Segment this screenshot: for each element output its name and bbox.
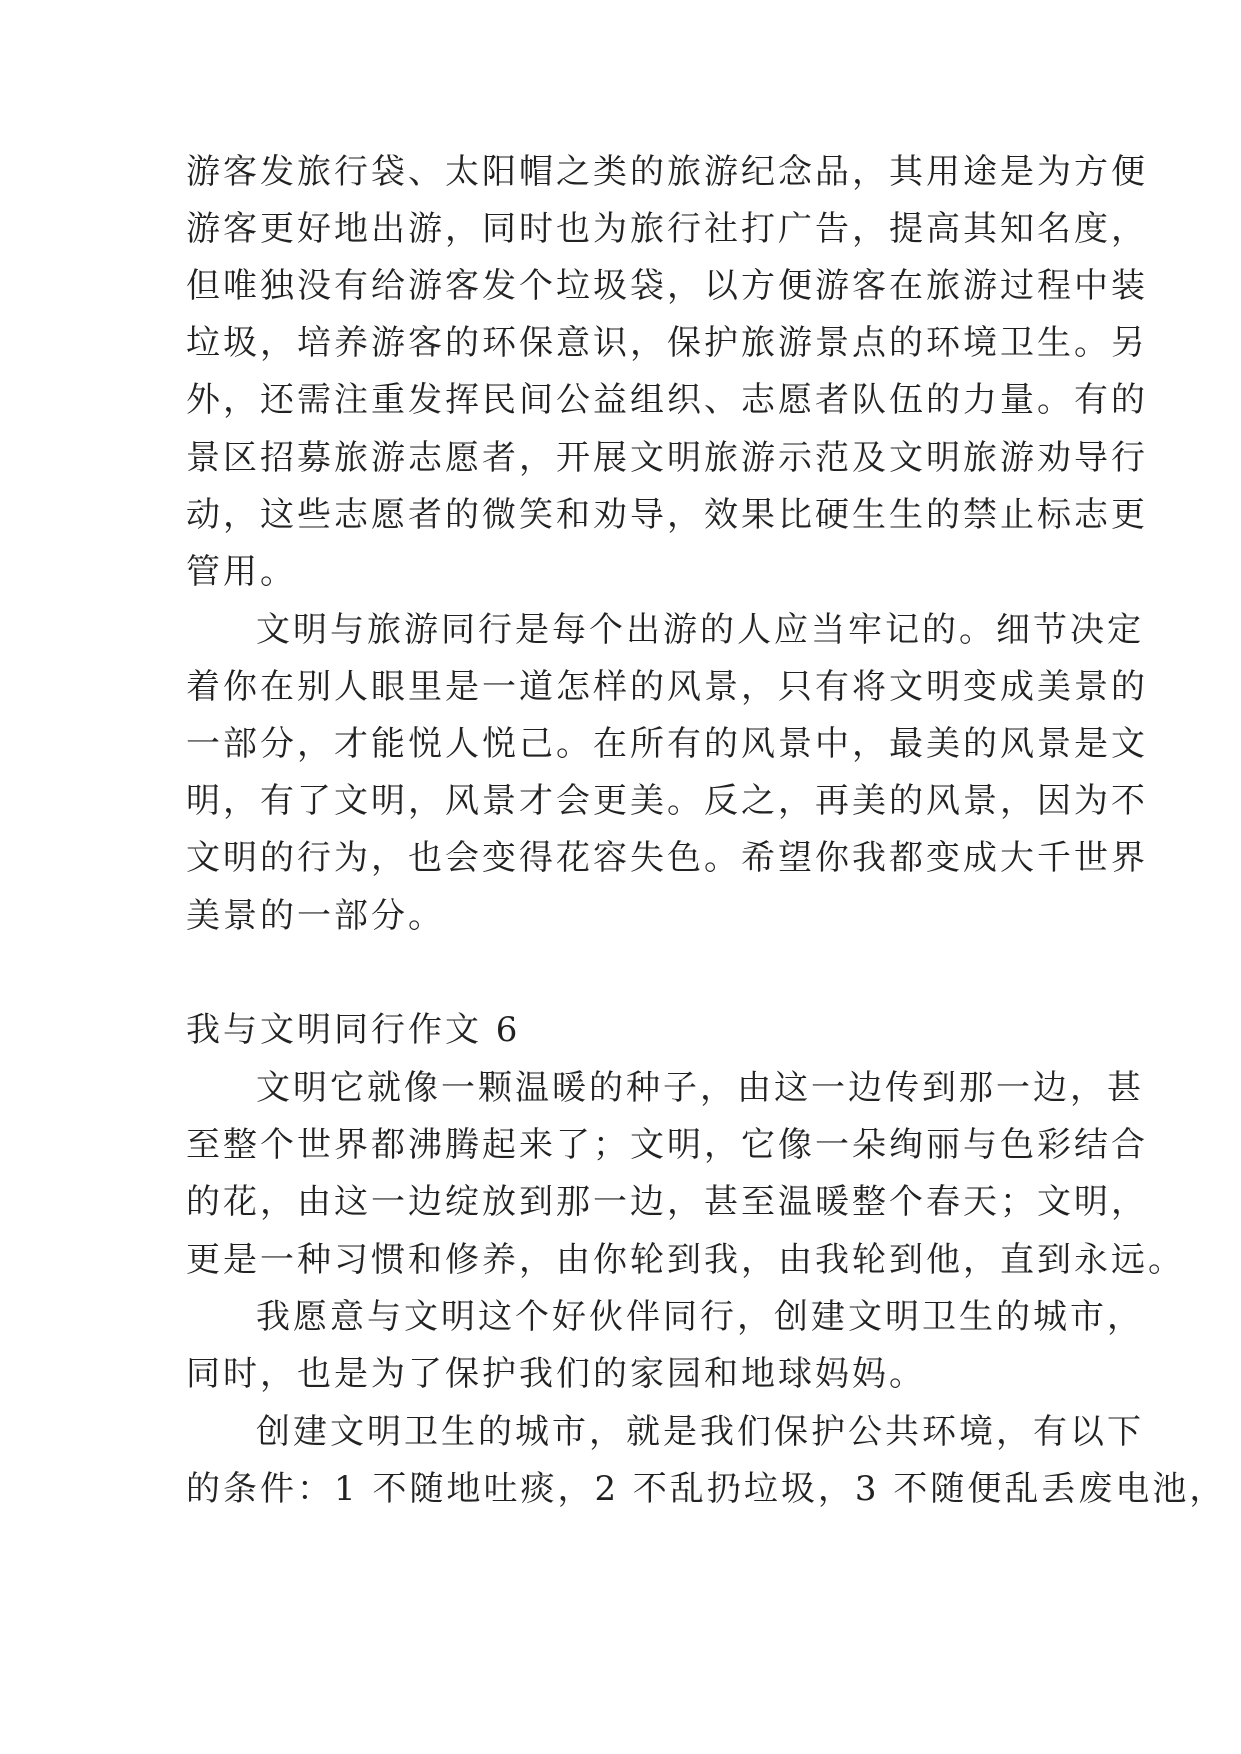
text-line: 同时，也是为了保护我们的家园和地球妈妈。: [186, 1354, 926, 1394]
text-line: 景区招募旅游志愿者，开展文明旅游示范及文明旅游劝导行: [186, 438, 1148, 478]
text-line: 着你在别人眼里是一道怎样的风景，只有将文明变成美景的: [186, 667, 1148, 707]
paragraph-first-line: 文明与旅游同行是每个出游的人应当牢记的。细节决定: [256, 610, 1144, 650]
text-line: 游客更好地出游，同时也为旅行社打广告，提高其知名度，: [186, 209, 1148, 249]
text-line: 动，这些志愿者的微笑和劝导，效果比硬生生的禁止标志更: [186, 495, 1148, 535]
paragraph-first-line: 文明它就像一颗温暖的种子，由这一边传到那一边，甚: [256, 1068, 1144, 1108]
text-line: 的花，由这一边绽放到那一边，甚至温暖整个春天；文明，: [186, 1182, 1148, 1222]
section-heading: 我与文明同行作文 6: [186, 1010, 521, 1050]
text-line: 更是一种习惯和修养，由你轮到我，由我轮到他，直到永远。: [186, 1240, 1185, 1280]
text-line: 一部分，才能悦人悦己。在所有的风景中，最美的风景是文: [186, 724, 1148, 764]
text-line: 外，还需注重发挥民间公益组织、志愿者队伍的力量。有的: [186, 380, 1148, 420]
text-line: 美景的一部分。: [186, 896, 445, 936]
text-line: 至整个世界都沸腾起来了；文明，它像一朵绚丽与色彩结合: [186, 1125, 1148, 1165]
text-line: 垃圾，培养游客的环保意识，保护旅游景点的环境卫生。另: [186, 323, 1148, 363]
text-line: 文明的行为，也会变得花容失色。希望你我都变成大千世界: [186, 838, 1148, 878]
text-line: 管用。: [186, 552, 297, 592]
text-line: 明，有了文明，风景才会更美。反之，再美的风景，因为不: [186, 781, 1148, 821]
paragraph-first-line: 我愿意与文明这个好伙伴同行，创建文明卫生的城市，: [256, 1297, 1144, 1337]
paragraph-first-line: 创建文明卫生的城市，就是我们保护公共环境，有以下: [256, 1412, 1144, 1452]
text-line: 但唯独没有给游客发个垃圾袋，以方便游客在旅游过程中装: [186, 266, 1148, 306]
text-line: 的条件：1 不随地吐痰，2 不乱扔垃圾，3 不随便乱丢废电池，: [186, 1469, 1227, 1509]
text-line: 游客发旅行袋、太阳帽之类的旅游纪念品，其用途是为方便: [186, 152, 1148, 192]
